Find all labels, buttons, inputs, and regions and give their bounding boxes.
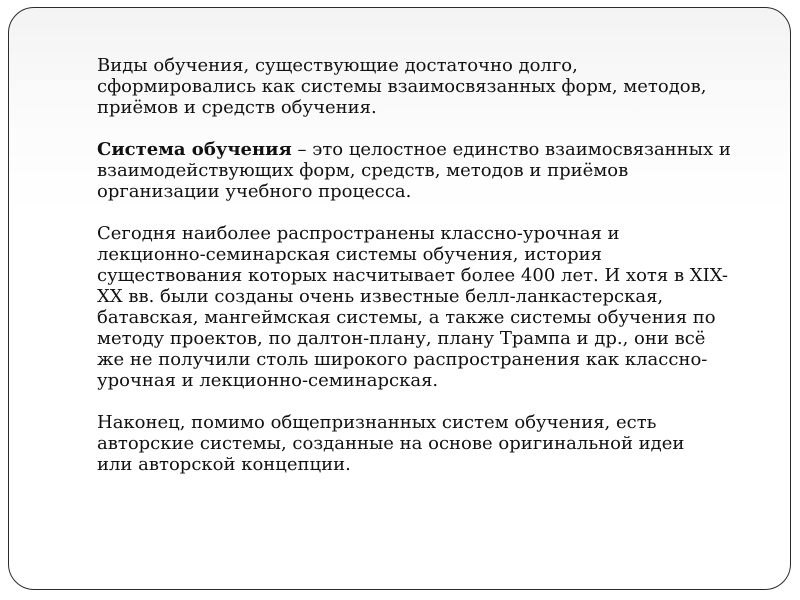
text-line: лекционно-семинарская системы обучения, история [97,244,602,265]
text-line: приёмов и средств обучения. [97,97,377,118]
text-line: сформировались как системы взаимосвязанных форм, методов, [97,76,707,97]
text-line: или авторской концепции. [97,454,351,475]
text-line: батавская, мангеймская системы, а также системы обучения по [97,307,716,328]
text-line: организации учебного процесса. [97,181,412,202]
text-line: Наконец, помимо общепризнанных систем обучения, есть [97,412,657,433]
text-line: авторские системы, созданные на основе оригинальной идеи [97,433,685,454]
slide-body [97,55,765,475]
text-line: Виды обучения, существующие достаточно долго, [97,55,578,76]
text-line: Сегодня наиболее распространены классно-урочная и [97,223,620,244]
paragraph-intro [97,55,765,118]
slide-frame [8,7,791,590]
text-line: взаимодействующих форм, средств, методов и приёмов [97,160,629,181]
text-line: урочная и лекционно-семинарская. [97,370,439,391]
text-line: XX вв. были созданы очень известные белл-ланкастерская, [97,286,664,307]
definition-text: – это целостное единство взаимосвязанных и [291,139,731,160]
text-line: существования которых насчитывает более 400 лет. И хотя в XIX- [97,265,728,286]
text-line: методу проектов, по далтон-плану, плану Трампа и др., они всё [97,328,706,349]
defined-term: Система обучения [97,139,292,160]
text-line [97,139,765,160]
paragraph-author-systems [97,412,765,475]
text-line: же не получили столь широкого распространения как классно- [97,349,708,370]
paragraph-history [97,223,765,391]
paragraph-definition [97,139,765,202]
